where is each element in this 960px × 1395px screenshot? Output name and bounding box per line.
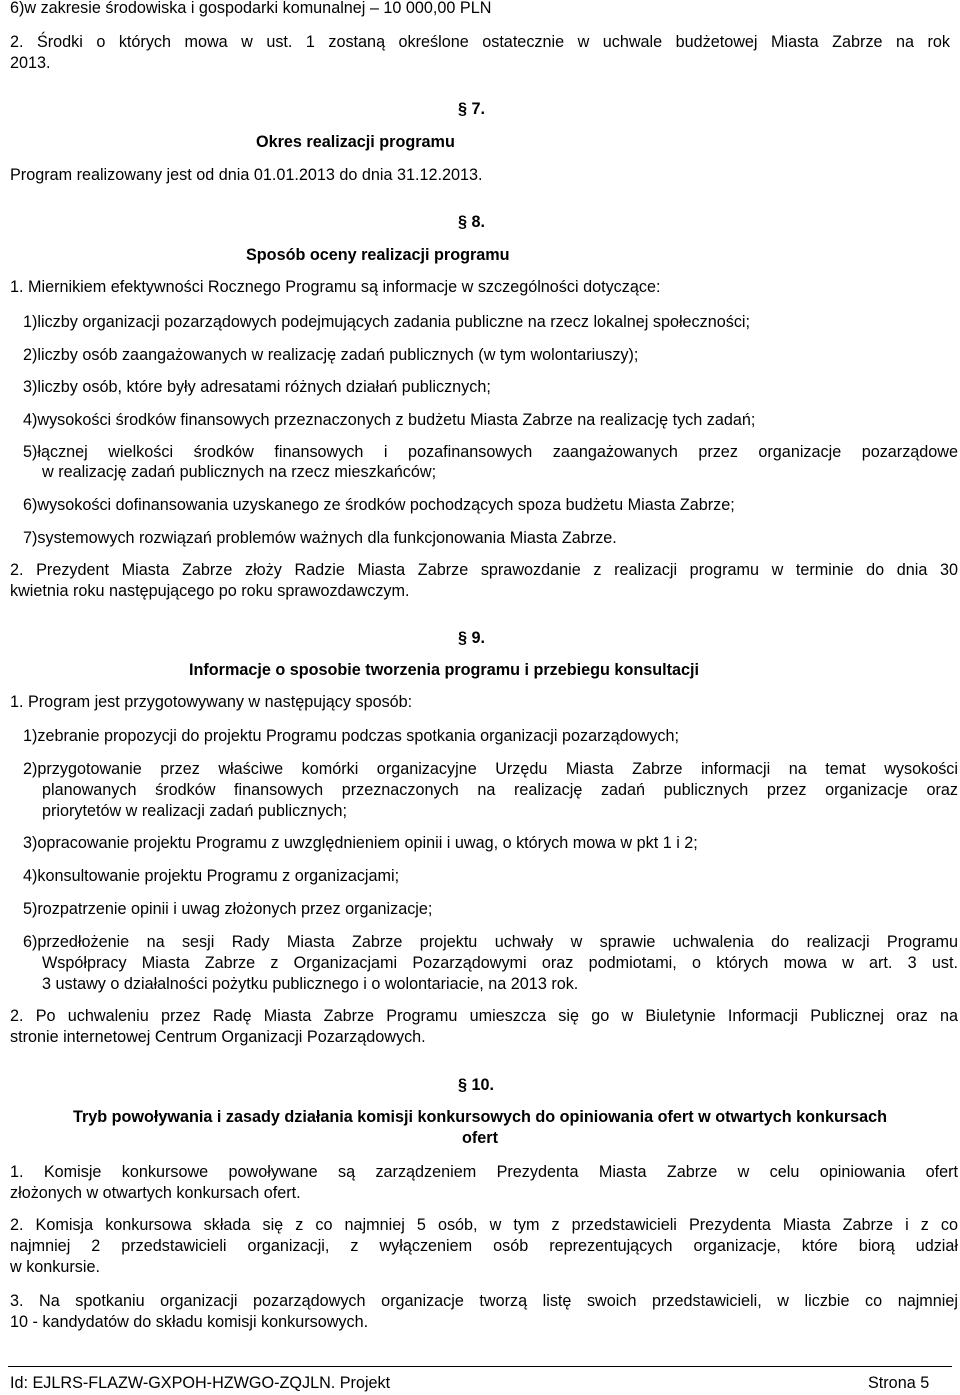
section-9-item-6-line-2: Współpracy Miasta Zabrze z Organizacjami Pozarządowymi oraz podmiotami, o których mowa w art. 3 ust. [42,954,958,972]
section-10-title-line-1: Tryb powoływania i zasady działania komisji konkursowych do opiniowania ofert w otwartych konkursach [72,1108,888,1126]
section-7-title: Okres realizacji programu [256,133,455,151]
section-10-paragraph-2-line-3: w konkursie. [10,1258,100,1276]
section-8-paragraph-1: 1. Miernikiem efektywności Rocznego Programu są informacje w szczególności dotyczące: [10,278,661,296]
section-9-item-4: 4)konsultowanie projektu Programu z organizacjami; [23,867,400,885]
section-8-item-1: 1)liczby organizacji pozarządowych podejmujących zadania publiczne na rzecz lokalnej społeczności; [23,313,751,331]
section-9-paragraph-2-line-2: stronie internetowej Centrum Organizacji Pozarządowych. [10,1028,426,1046]
section-10-title-line-2: ofert [462,1129,498,1147]
section-10-paragraph-1-line-2: złożonych w otwartych konkursach ofert. [10,1184,301,1202]
section-10-paragraph-2-line-2: najmniej 2 przedstawicieli organizacji, z wyłączeniem osób reprezentujących organizacje, które biorą udział [10,1237,958,1255]
section-8-item-3: 3)liczby osób, które były adresatami różnych działań publicznych; [23,378,491,396]
section-10-number: § 10. [458,1076,495,1094]
section-8-item-5-line-1: 5)łącznej wielkości środków finansowych i pozafinansowych zaangażowanych przez organizacje pozarządowe [23,443,958,461]
section-9-title: Informacje o sposobie tworzenia programu i przebiegu konsultacji [189,661,699,679]
section-9-item-2-line-2: planowanych środków finansowych przeznaczonych na realizację zadań publicznych przez organizacje oraz [42,781,958,799]
section-9-number: § 9. [458,629,486,647]
section-9-item-6-line-3: 3 ustawy o działalności pożytku publicznego i o wolontariacie, na 2013 rok. [42,975,579,993]
section-9-item-6-line-1: 6)przedłożenie na sesji Rady Miasta Zabrze projektu uchwały w sprawie uchwalenia do realizacji Programu [23,933,958,951]
section-8-item-7: 7)systemowych rozwiązań problemów ważnych dla funkcjonowania Miasta Zabrze. [23,529,617,547]
section-10-paragraph-1-line-1: 1. Komisje konkursowe powoływane są zarządzeniem Prezydenta Miasta Zabrze w celu opiniowania ofert [10,1163,958,1181]
section-10-paragraph-2-line-1: 2. Komisja konkursowa składa się z co najmniej 5 osób, w tym z przedstawicieli Prezydenta Miasta Zabrze i z co [10,1216,958,1234]
section-9-item-5: 5)rozpatrzenie opinii i uwag złożonych przez organizacje; [23,900,433,918]
footer-document-id: Id: EJLRS-FLAZW-GXPOH-HZWGO-ZQJLN. Projekt [10,1374,391,1392]
section-9-item-2-line-3: priorytetów w realizacji zadań publicznych; [42,802,348,820]
section-9-item-3: 3)opracowanie projektu Programu z uwzględnieniem opinii i uwag, o których mowa w pkt 1 i 2; [23,834,698,852]
section-8-paragraph-2-line-1: 2. Prezydent Miasta Zabrze złoży Radzie Miasta Zabrze sprawozdanie z realizacji programu w terminie do dnia 30 [10,561,958,579]
footer-page-number: Strona 5 [868,1374,930,1392]
section-8-number: § 8. [458,213,486,231]
section-10-paragraph-3-line-2: 10 - kandydatów do składu komisji konkursowych. [10,1313,369,1331]
section-9-paragraph-2-line-1: 2. Po uchwaleniu przez Radę Miasta Zabrze Programu umieszcza się go w Biuletynie Informacji Publicznej oraz na [10,1007,958,1025]
section-7-number: § 7. [458,100,486,118]
paragraph-2-line-1: 2. Środki o których mowa w ust. 1 zostaną określone ostatecznie w uchwale budżetowej Miasta Zabrze na rok [10,33,950,51]
section-8-item-5-line-2: w realizację zadań publicznych na rzecz mieszkańców; [42,463,437,481]
section-8-item-4: 4)wysokości środków finansowych przeznaczonych z budżetu Miasta Zabrze na realizację tych zadań; [23,411,756,429]
section-8-paragraph-2-line-2: kwietnia roku następującego po roku sprawozdawczym. [10,582,410,600]
section-8-title: Sposób oceny realizacji programu [246,246,510,264]
section-9-item-1: 1)zebranie propozycji do projektu Programu podczas spotkania organizacji pozarządowych; [23,727,679,745]
paragraph-2-line-2: 2013. [10,54,51,72]
section-9-item-2-line-1: 2)przygotowanie przez właściwe komórki organizacyjne Urzędu Miasta Zabrze informacji na temat wysokości [23,760,958,778]
footer-divider [8,1366,952,1367]
section-8-item-6: 6)wysokości dofinansowania uzyskanego ze środków pochodzących spoza budżetu Miasta Zabrze; [23,496,735,514]
section-7-text: Program realizowany jest od dnia 01.01.2013 do dnia 31.12.2013. [10,166,483,184]
section-8-item-2: 2)liczby osób zaangażowanych w realizację zadań publicznych (w tym wolontariuszy); [23,346,639,364]
item-6-line: 6)w zakresie środowiska i gospodarki komunalnej – 10 000,00 PLN [10,0,492,17]
section-9-paragraph-1: 1. Program jest przygotowywany w następujący sposób: [10,693,413,711]
section-10-paragraph-3-line-1: 3. Na spotkaniu organizacji pozarządowych organizacje tworzą listę swoich przedstawicieli, w liczbie co najmniej [10,1292,958,1310]
